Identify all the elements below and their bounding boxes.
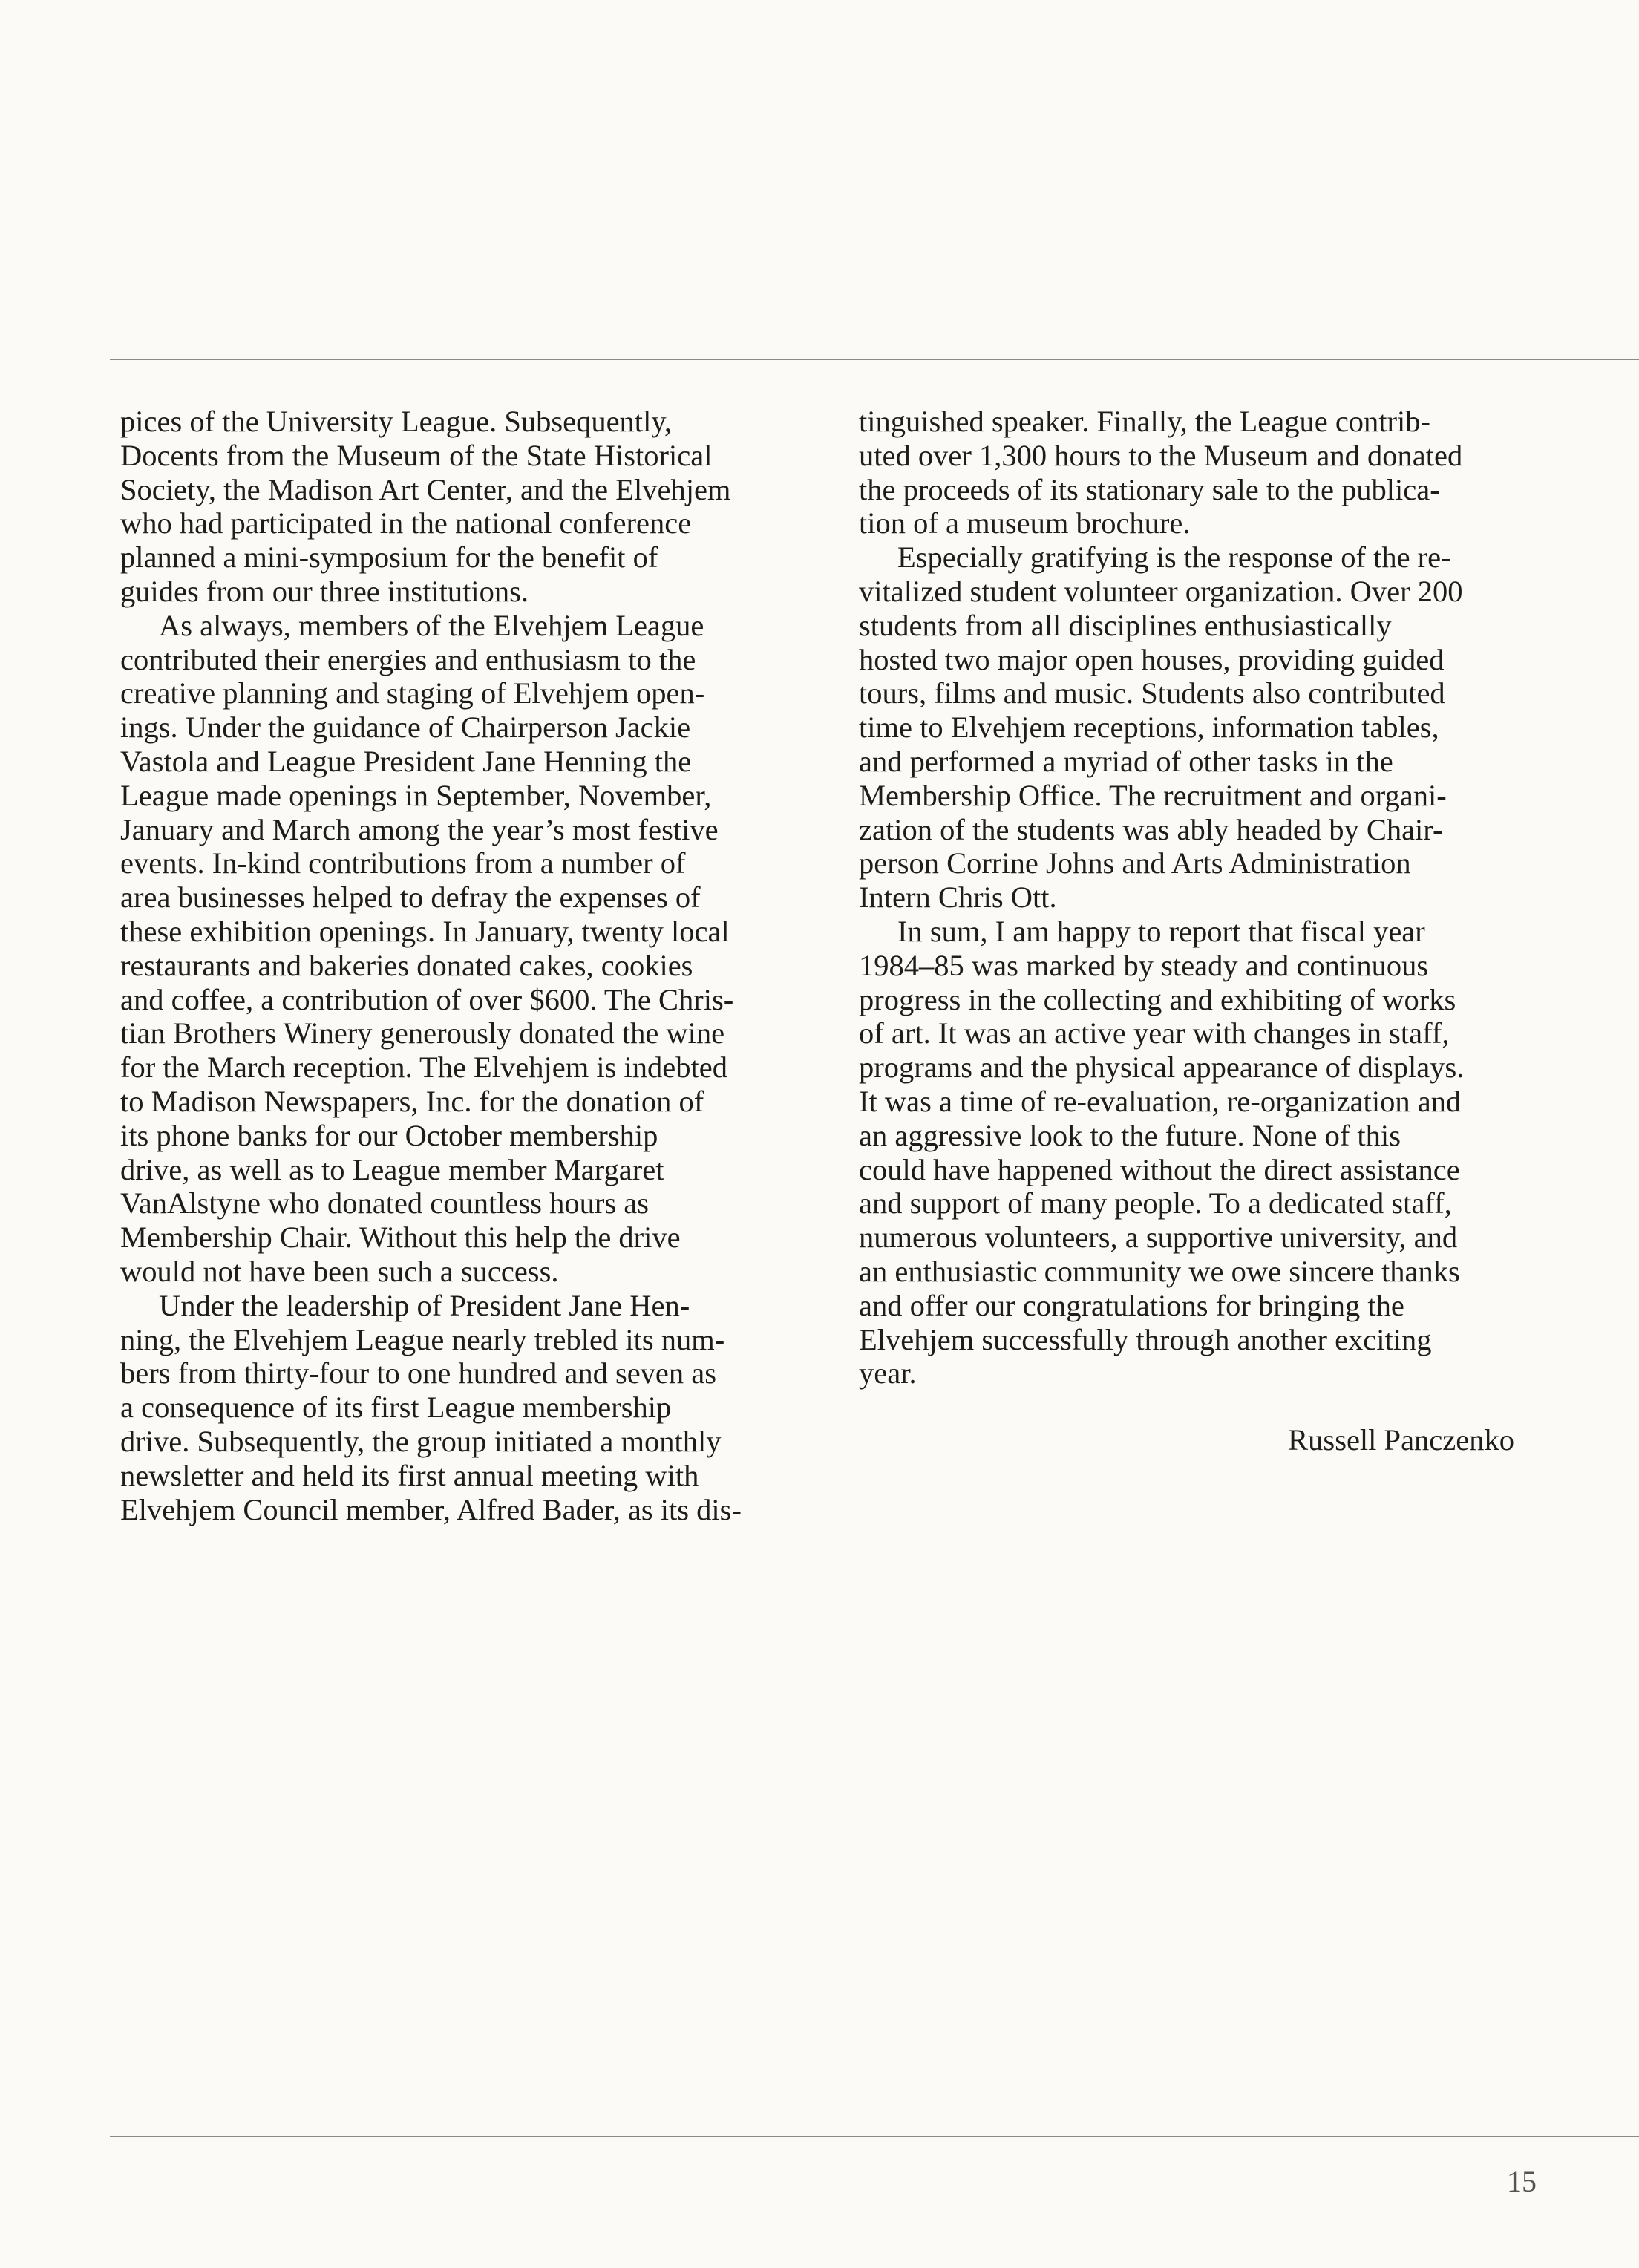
page-number: 15 [1507, 2165, 1537, 2198]
text-line: zation of the students was ably headed by Chair- [859, 812, 1443, 846]
text-line: drive. Subsequently, the group initiated a monthly [120, 1424, 722, 1458]
text-line: an enthusiastic community we owe sincere thanks [859, 1254, 1460, 1288]
signature: Russell Panczenko [1288, 1423, 1514, 1457]
text-line: ning, the Elvehjem League nearly trebled its num- [120, 1322, 725, 1356]
text-line: ings. Under the guidance of Chairperson Jackie [120, 710, 691, 745]
text-line: Docents from the Museum of the State Historical [120, 438, 713, 472]
text-line: contributed their energies and enthusiasm to the [120, 642, 696, 676]
text-line: tian Brothers Winery generously donated the wine [120, 1016, 725, 1050]
bottom-rule [110, 2136, 1639, 2137]
text-line: 1984–85 was marked by steady and continuous [859, 948, 1429, 982]
text-line: Vastola and League President Jane Henning the [120, 744, 692, 778]
text-line: tours, films and music. Students also contributed [859, 676, 1445, 710]
text-line: would not have been such a success. [120, 1254, 559, 1288]
text-line: area businesses helped to defray the expenses of [120, 880, 701, 915]
text-line: time to Elvehjem receptions, information tables, [859, 710, 1439, 745]
text-line: and coffee, a contribution of over $600. The Chris- [120, 982, 734, 1016]
text-line: to Madison Newspapers, Inc. for the donation of [120, 1084, 704, 1118]
text-line: uted over 1,300 hours to the Museum and donated [859, 438, 1463, 472]
text-line: events. In-kind contributions from a number of [120, 846, 686, 880]
text-line: students from all disciplines enthusiastically [859, 608, 1392, 642]
text-line: and support of many people. To a dedicated staff, [859, 1186, 1452, 1220]
text-line: League made openings in September, November, [120, 778, 712, 812]
text-line: January and March among the year’s most festive [120, 812, 719, 846]
text-line: creative planning and staging of Elvehjem open- [120, 676, 705, 710]
text-line: could have happened without the direct assistance [859, 1152, 1460, 1186]
text-line: hosted two major open houses, providing guided [859, 642, 1445, 676]
text-line: the proceeds of its stationary sale to the publica- [859, 472, 1440, 506]
text-line: these exhibition openings. In January, twenty local [120, 914, 730, 948]
text-line: planned a mini-symposium for the benefit of [120, 540, 658, 575]
text-line: Membership Chair. Without this help the drive [120, 1220, 681, 1255]
text-line: Intern Chris Ott. [859, 880, 1057, 915]
text-line: It was a time of re-evaluation, re-organization and [859, 1084, 1462, 1118]
text-line: newsletter and held its first annual meeting with [120, 1458, 699, 1492]
text-line: Under the leadership of President Jane Hen- [159, 1288, 690, 1322]
text-line: bers from thirty-four to one hundred and seven as [120, 1356, 717, 1390]
text-line: drive, as well as to League member Margaret [120, 1152, 664, 1186]
text-line: year. [859, 1356, 917, 1390]
text-line: of art. It was an active year with changes in staff, [859, 1016, 1450, 1050]
text-line: and offer our congratulations for bringing the [859, 1288, 1404, 1322]
right-column [859, 405, 1542, 1390]
top-rule [110, 359, 1639, 360]
text-line: As always, members of the Elvehjem League [159, 608, 704, 642]
text-line: Society, the Madison Art Center, and the Elvehjem [120, 472, 731, 506]
text-line: Membership Office. The recruitment and organi- [859, 778, 1447, 812]
text-line: In sum, I am happy to report that fiscal year [897, 914, 1425, 948]
text-line: Elvehjem Council member, Alfred Bader, as its dis- [120, 1492, 742, 1526]
text-line: programs and the physical appearance of displays. [859, 1050, 1465, 1085]
text-line: its phone banks for our October membership [120, 1118, 658, 1152]
text-line: numerous volunteers, a supportive university, and [859, 1220, 1458, 1255]
text-line: pices of the University League. Subsequently, [120, 405, 673, 438]
text-line: tinguished speaker. Finally, the League contrib- [859, 405, 1431, 438]
text-line: Elvehjem successfully through another exciting [859, 1322, 1432, 1356]
text-line: restaurants and bakeries donated cakes, cookies [120, 948, 693, 982]
text-line: for the March reception. The Elvehjem is indebted [120, 1050, 727, 1085]
left-column [120, 405, 803, 1526]
text-line: person Corrine Johns and Arts Administration [859, 846, 1411, 880]
text-line: who had participated in the national conference [120, 506, 692, 540]
text-line: tion of a museum brochure. [859, 506, 1191, 540]
text-line: VanAlstyne who donated countless hours as [120, 1186, 650, 1220]
text-line: a consequence of its first League membership [120, 1390, 672, 1425]
text-line: an aggressive look to the future. None of this [859, 1118, 1401, 1152]
text-line: guides from our three institutions. [120, 574, 529, 608]
text-line: progress in the collecting and exhibiting of works [859, 982, 1456, 1016]
text-line: Especially gratifying is the response of the re- [897, 540, 1451, 575]
text-line: and performed a myriad of other tasks in the [859, 744, 1393, 778]
text-line: vitalized student volunteer organization. Over 200 [859, 574, 1463, 608]
